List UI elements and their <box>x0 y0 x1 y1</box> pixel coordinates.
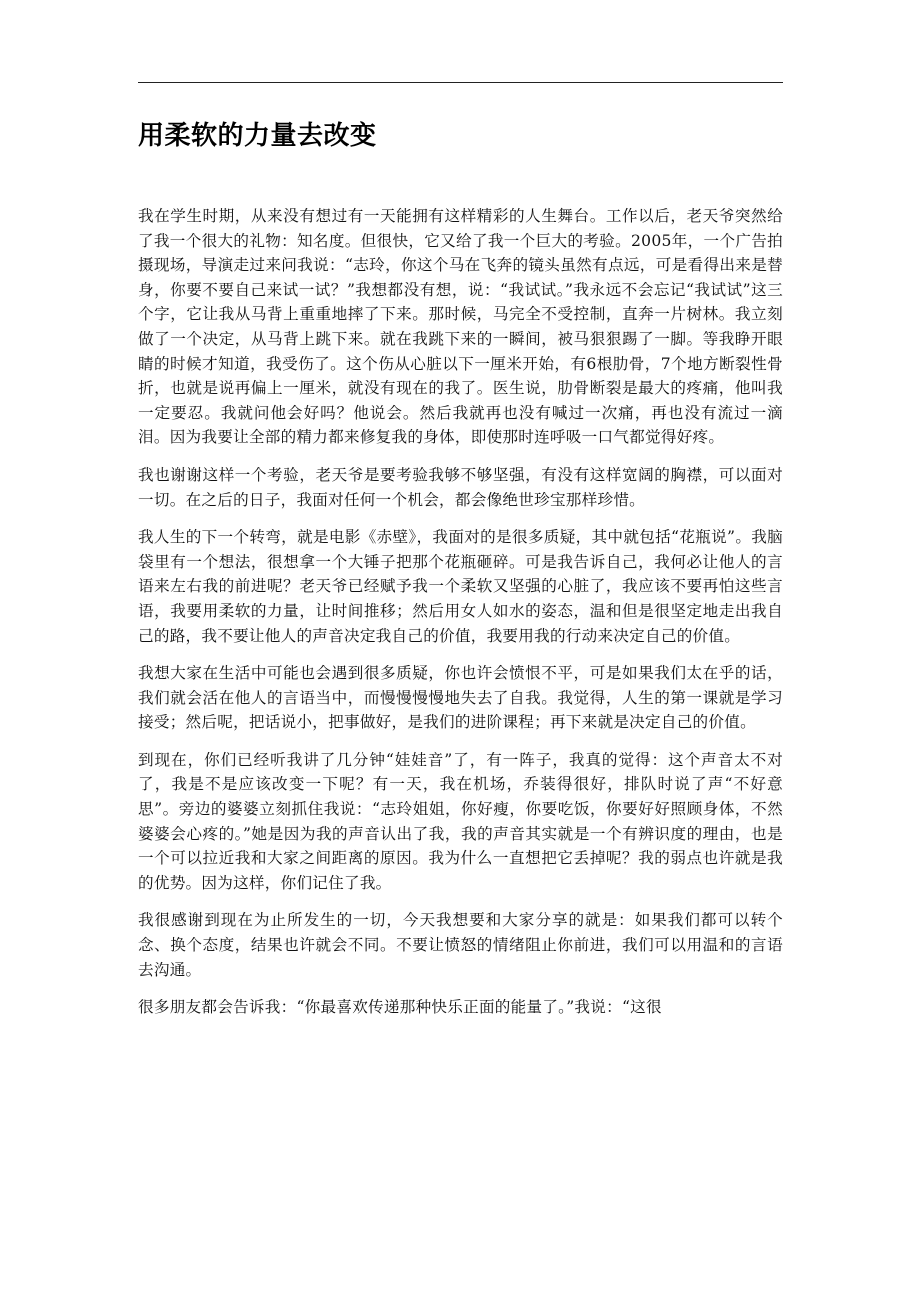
paragraph-5: 到现在，你们已经听我讲了几分钟“娃娃音”了，有一阵子，我真的觉得：这个声音太不对了，我是不是应该改变一下呢？有一天，我在机场，乔装得很好，排队时说了声“不好意思”。旁边的婆婆立刻抓住我说：“志玲姐姐，你好瘦，你要吃饭，你要好好照顾身体，不然婆婆会心疼的。”她是因为我的声音认出了我，我的声音其实就是一个有辨识度的理由，也是一个可以拉近我和大家之间距离的原因。我为什么一直想把它丢掉呢？我的弱点也许就是我的优势。因为这样，你们记住了我。 <box>138 750 783 892</box>
paragraph-4: 我想大家在生活中可能也会遇到很多质疑，你也许会愤恨不平，可是如果我们太在乎的话，我们就会活在他人的言语当中，而慢慢慢慢地失去了自我。我觉得，人生的第一课就是学习接受；然后呢，把话说小，把事做好，是我们的进阶课程；再下来就是决定自己的价值。 <box>138 664 783 732</box>
article-body <box>138 204 783 1033</box>
page-title: 用柔软的力量去改变 <box>138 121 377 151</box>
paragraph-1: 我在学生时期，从来没有想过有一天能拥有这样精彩的人生舞台。工作以后，老天爷突然给了我一个很大的礼物：知名度。但很快，它又给了我一个巨大的考验。2005年，一个广告拍摄现场，导演走过来问我说：“志玲，你这个马在飞奔的镜头虽然有点远，可是看得出来是替身，你要不要自己来试一试？”我想都没有想，说：“我试试。”我永远不会忘记“我试试”这三个字，它让我从马背上重重地摔了下来。那时候，马完全不受控制，直奔一片树林。我立刻做了一个决定，从马背上跳下来。就在我跳下来的一瞬间，被马狠狠踢了一脚。等我睁开眼睛的时候才知道，我受伤了。这个伤从心脏以下一厘米开始，有6根肋骨，7个地方断裂性骨折，也就是说再偏上一厘米，就没有现在的我了。医生说，肋骨断裂是最大的疼痛，他叫我一定要忍。我就问他会好吗？他说会。然后我就再也没有喊过一次痛，再也没有流过一滴泪。因为我要让全部的精力都来修复我的身体，即使那时连呼吸一口气都觉得好疼。 <box>138 207 783 447</box>
header-rule <box>138 82 783 83</box>
paragraph-2: 我也谢谢这样一个考验，老天爷是要考验我够不够坚强，有没有这样宽阔的胸襟，可以面对一切。在之后的日子，我面对任何一个机会，都会像绝世珍宝那样珍惜。 <box>138 465 783 509</box>
paragraph-6: 我很感谢到现在为止所发生的一切，今天我想要和大家分享的就是：如果我们都可以转个念、换个态度，结果也许就会不同。不要让愤怒的情绪阻止你前进，我们可以用温和的言语去沟通。 <box>138 911 783 979</box>
paragraph-3: 我人生的下一个转弯，就是电影《赤壁》，我面对的是很多质疑，其中就包括“花瓶说”。我脑袋里有一个想法，很想拿一个大锤子把那个花瓶砸碎。可是我告诉自己，我何必让他人的言语来左右我的前进呢？老天爷已经赋予我一个柔软又坚强的心脏了，我应该不要再怕这些言语，我要用柔软的力量，让时间推移；然后用女人如水的姿态，温和但是很坚定地走出我自己的路，我不要让他人的声音决定我自己的价值，我要用我的行动来决定自己的价值。 <box>138 528 783 645</box>
paragraph-7: 很多朋友都会告诉我：“你最喜欢传递那种快乐正面的能量了。”我说：“这很 <box>138 998 662 1017</box>
